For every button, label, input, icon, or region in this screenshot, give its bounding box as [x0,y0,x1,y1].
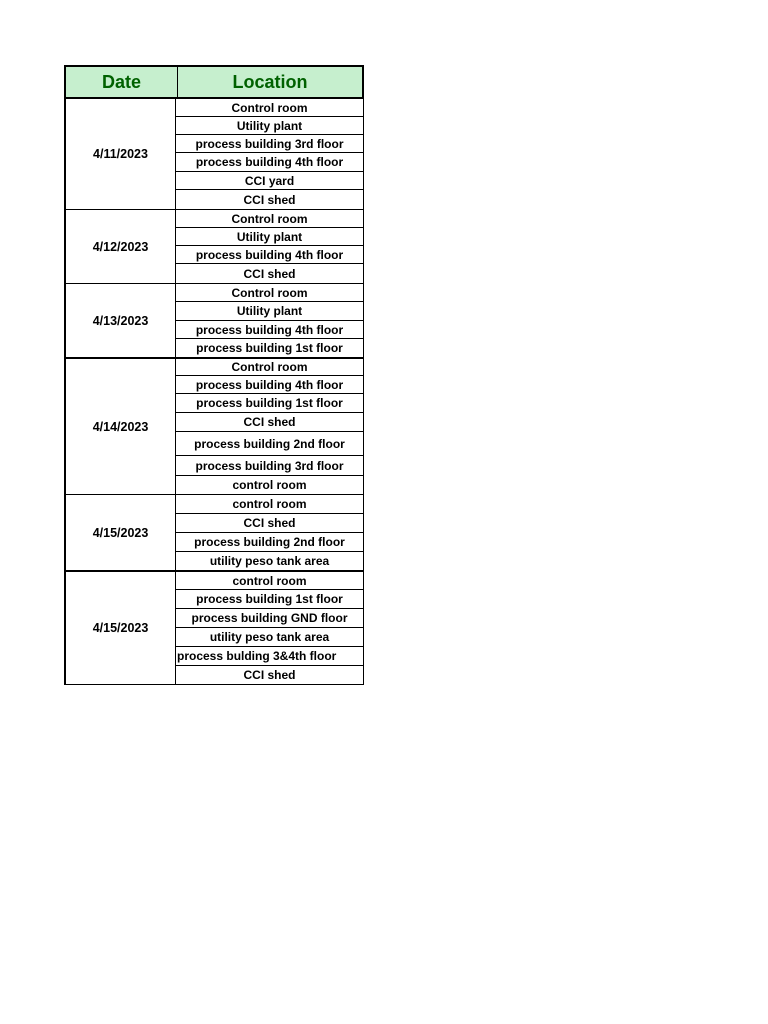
date-cell: 4/13/2023 [66,284,176,357]
location-cell: control room [176,572,363,590]
location-cell: CCI shed [176,514,363,533]
location-cell: CCI shed [176,413,363,432]
location-list [176,359,363,494]
table-header [64,65,364,99]
location-cell: process building 1st floor [176,394,363,413]
location-column-header: Location [232,71,308,92]
location-cell: CCI shed [243,266,296,281]
location-cell: Control room [176,210,363,228]
location-cell: process building 4th floor [176,376,363,394]
location-list [176,495,363,570]
location-cell: process building 4th floor [176,321,363,339]
location-list [176,99,363,209]
location-cell: process bulding 3&4th floor [176,647,363,666]
location-cell: process building 2nd floor [176,533,363,552]
location-cell: CCI yard [176,172,363,190]
location-list [176,210,363,283]
location-cell: Control room [176,284,363,302]
location-cell: control room [176,495,363,514]
location-list [176,572,363,684]
date-column-header: Date [66,67,178,97]
location-cell: CCI shed [243,668,296,682]
location-cell: process building 1st floor [196,341,343,355]
location-cell: Utility plant [176,117,363,135]
location-cell: process building 4th floor [176,246,363,264]
location-cell: control room [232,478,307,492]
date-cell: 4/15/2023 [66,495,176,570]
location-cell: process building 3rd floor [176,135,363,153]
location-schedule-table [64,65,364,685]
location-cell: process building GND floor [176,609,363,628]
location-cell: Control room [176,359,363,376]
date-group [64,359,364,495]
location-cell: Utility plant [176,302,363,321]
date-group [64,99,364,210]
location-cell: process building 3rd floor [176,456,363,476]
date-group [64,572,364,685]
date-group [64,284,364,359]
date-cell: 4/11/2023 [66,99,176,209]
location-cell: process building 2nd floor [176,432,363,456]
date-cell: 4/14/2023 [66,359,176,494]
date-group [64,495,364,572]
location-cell: CCI shed [243,192,296,207]
location-list [176,284,363,357]
location-cell: process building 4th floor [176,153,363,172]
date-group [64,210,364,284]
location-cell: process building 1st floor [176,590,363,609]
date-cell: 4/12/2023 [66,210,176,283]
location-cell: Utility plant [176,228,363,246]
date-cell: 4/15/2023 [66,572,176,684]
location-cell: Control room [176,99,363,117]
location-cell: utility peso tank area [209,554,330,568]
location-cell: utility peso tank area [176,628,363,647]
